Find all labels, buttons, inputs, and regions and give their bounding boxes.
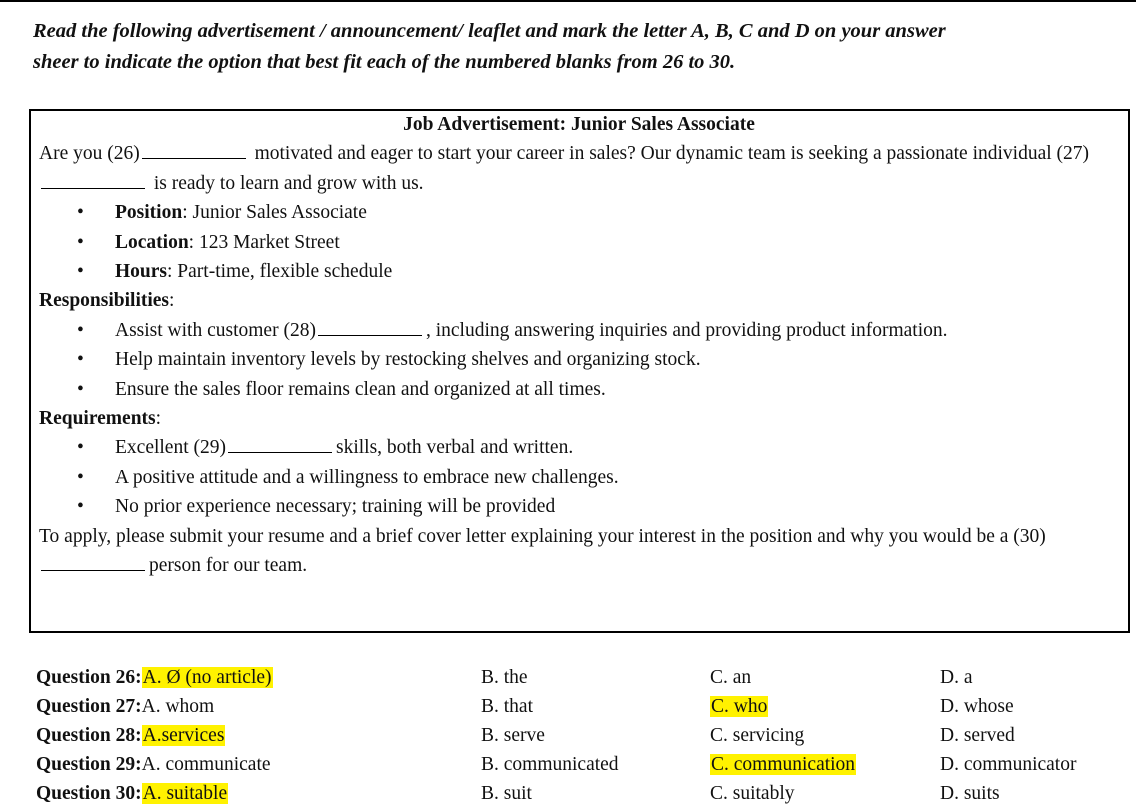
detail-value: : Part-time, flexible schedule	[167, 261, 393, 283]
option-cell	[710, 663, 940, 692]
intro-text-2: motivated and eager to start your career in sales? Our dynamic team is seeking a passionate individual (27)	[254, 143, 1090, 165]
option-cell	[940, 663, 1131, 692]
option-b[interactable]: B. that	[481, 695, 533, 717]
responsibilities-heading	[39, 286, 1129, 315]
instructions-line-1: Read the following advertisement / announcement/ leaflet and mark the letter A, B, C and D on your answer	[33, 20, 946, 42]
closing-text-before: To apply, please submit your resume and a brief cover letter explaining your interest in the position and why you would be a (30)	[39, 525, 1046, 547]
colon: :	[169, 290, 175, 312]
closing-text-after: person for our team.	[149, 555, 308, 577]
question-row	[36, 721, 1131, 750]
requirement-item: • No prior experience necessary; training will be provided	[39, 492, 1129, 521]
responsibility-text-after: , including answering inquiries and providing product information.	[425, 319, 948, 341]
detail-item-hours	[39, 257, 1129, 286]
question-row	[36, 692, 1131, 721]
requirement-text-after: skills, both verbal and written.	[336, 437, 574, 459]
detail-label: Location	[115, 231, 189, 253]
instructions	[33, 16, 1133, 78]
option-c[interactable]: C. suitably	[710, 783, 795, 805]
option-cell	[481, 721, 710, 750]
detail-value: : 123 Market Street	[188, 231, 340, 253]
ad-closing	[39, 522, 1129, 581]
details-list	[39, 198, 1129, 286]
option-cell	[36, 692, 481, 721]
question-label: Question 26:	[36, 666, 142, 688]
requirement-item	[39, 433, 1129, 462]
intro-text-3: is ready to learn and grow with us.	[153, 172, 424, 194]
detail-label: Position	[115, 202, 183, 224]
requirements-list	[39, 433, 1129, 521]
blank-27	[41, 174, 145, 189]
option-cell	[940, 721, 1131, 750]
option-a[interactable]: A. communicate	[141, 754, 271, 776]
section-title: Requirements	[39, 408, 156, 430]
option-b[interactable]: B. serve	[481, 724, 545, 746]
colon: :	[155, 408, 162, 430]
ad-intro	[39, 139, 1129, 198]
ad-title: Job Advertisement: Junior Sales Associate	[403, 114, 755, 135]
question-label: Question 29:	[36, 754, 142, 776]
option-d[interactable]: D. whose	[940, 695, 1014, 717]
option-cell	[940, 780, 1131, 809]
section-title: Responsibilities	[39, 290, 170, 312]
option-cell	[940, 751, 1131, 780]
option-cell	[481, 780, 710, 809]
option-b[interactable]: B. suit	[481, 783, 532, 805]
detail-item-location	[39, 228, 1129, 257]
detail-item-position	[39, 198, 1129, 227]
option-cell	[710, 721, 940, 750]
blank-26	[142, 144, 246, 159]
option-a[interactable]: A. suitable	[142, 783, 228, 805]
responsibility-text-before: Assist with customer (28)	[115, 319, 316, 341]
responsibility-item	[39, 316, 1129, 345]
responsibility-item: • Ensure the sales floor remains clean and organized at all times.	[39, 375, 1129, 404]
option-b[interactable]: B. communicated	[481, 754, 619, 776]
blank-28	[318, 321, 422, 336]
option-d[interactable]: D. served	[940, 724, 1015, 746]
instructions-line-2: sheer to indicate the option that best fit each of the numbered blanks from 26 to 30.	[33, 51, 736, 73]
option-cell	[36, 721, 481, 750]
option-cell	[36, 663, 481, 692]
option-a[interactable]: A. Ø (no article)	[142, 666, 272, 688]
option-cell	[481, 692, 710, 721]
blank-30	[41, 556, 145, 571]
top-rule	[0, 0, 1136, 2]
option-cell	[36, 751, 481, 780]
requirements-heading	[39, 404, 1129, 433]
question-label: Question 30:	[36, 783, 142, 805]
question-rows	[36, 663, 1131, 809]
requirement-text-before: Excellent (29)	[115, 437, 226, 459]
option-c[interactable]: C. who	[711, 695, 768, 717]
option-b[interactable]: B. the	[481, 666, 528, 688]
intro-text-1: Are you (26)	[39, 143, 140, 165]
option-c[interactable]: C. an	[710, 666, 752, 688]
responsibilities-list	[39, 316, 1129, 404]
question-row	[36, 780, 1131, 809]
detail-value: : Junior Sales Associate	[182, 202, 367, 224]
option-d[interactable]: D. a	[940, 666, 973, 688]
requirement-item: • A positive attitude and a willingness to embrace new challenges.	[39, 463, 1129, 492]
option-d[interactable]: D. suits	[940, 783, 1000, 805]
option-c[interactable]: C. communication	[711, 754, 856, 776]
question-label: Question 27:	[36, 695, 142, 717]
option-cell	[940, 692, 1131, 721]
detail-label: Hours	[115, 261, 168, 283]
blank-29	[228, 438, 332, 453]
question-row	[36, 751, 1131, 780]
responsibility-item: • Help maintain inventory levels by restocking shelves and organizing stock.	[39, 345, 1129, 374]
question-row	[36, 663, 1131, 692]
job-advertisement	[39, 110, 1129, 581]
option-cell	[710, 780, 940, 809]
option-cell	[481, 751, 710, 780]
option-cell	[36, 780, 481, 809]
option-d[interactable]: D. communicator	[940, 754, 1077, 776]
question-label: Question 28:	[36, 724, 142, 746]
option-cell	[710, 751, 940, 780]
option-a[interactable]: A.services	[142, 724, 225, 746]
option-cell	[481, 663, 710, 692]
option-c[interactable]: C. servicing	[710, 724, 805, 746]
answer-options-table	[36, 663, 1131, 809]
option-a[interactable]: A. whom	[141, 695, 215, 717]
option-cell	[710, 692, 940, 721]
